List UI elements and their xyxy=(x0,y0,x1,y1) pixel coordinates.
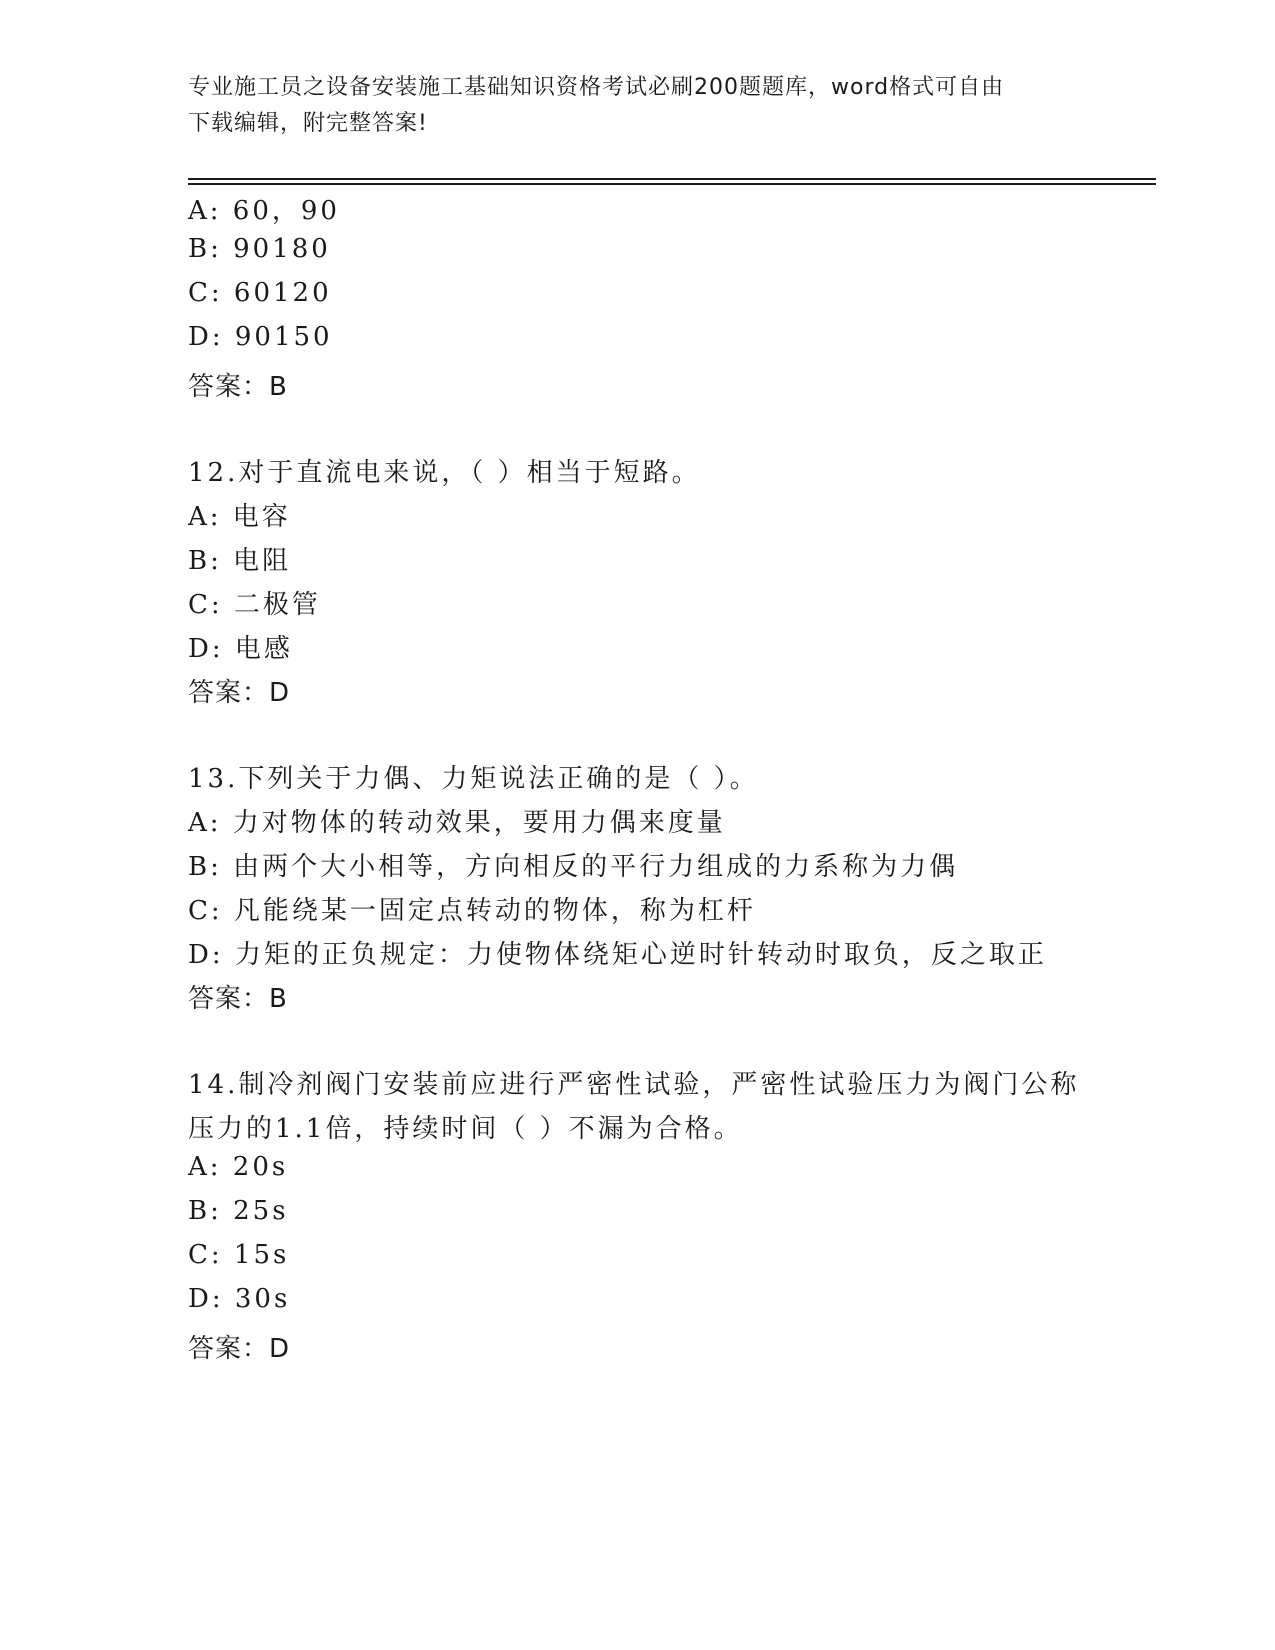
q13-option-a: A: 力对物体的转动效果，要用力偶来度量 xyxy=(188,808,726,838)
q11-option-a: A: 60，90 xyxy=(188,196,340,226)
header-line-2: 下载编辑，附完整答案! xyxy=(188,111,428,136)
q13-stem: 13.下列关于力偶、力矩说法正确的是（ ）。 xyxy=(188,764,759,794)
q14-answer: 答案：D xyxy=(188,1334,291,1364)
q14-option-a: A: 20s xyxy=(188,1152,289,1182)
document-header xyxy=(188,70,1088,142)
q14-stem-line-2: 压力的1.1倍，持续时间（ ）不漏为合格。 xyxy=(188,1114,743,1144)
q11-option-b: B: 90180 xyxy=(188,234,331,264)
header-divider-top xyxy=(188,178,1156,180)
q12-option-d: D: 电感 xyxy=(188,634,293,664)
q14-option-b: B: 25s xyxy=(188,1196,289,1226)
q14-option-d: D: 30s xyxy=(188,1284,291,1314)
q11-option-d: D: 90150 xyxy=(188,322,333,352)
q11-answer: 答案：B xyxy=(188,372,288,402)
q13-option-b: B: 由两个大小相等，方向相反的平行力组成的力系称为力偶 xyxy=(188,852,959,882)
q12-stem: 12.对于直流电来说，（ ）相当于短路。 xyxy=(188,458,701,488)
header-line-1: 专业施工员之设备安装施工基础知识资格考试必刷200题题库，word格式可自由 xyxy=(188,75,1005,100)
q12-option-c: C: 二极管 xyxy=(188,590,321,620)
q14-option-c: C: 15s xyxy=(188,1240,290,1270)
header-divider-bottom xyxy=(188,183,1156,185)
q12-option-a: A: 电容 xyxy=(188,502,291,532)
q14-stem-line-1: 14.制冷剂阀门安装前应进行严密性试验，严密性试验压力为阀门公称 xyxy=(188,1070,1080,1100)
q12-answer: 答案：D xyxy=(188,678,291,708)
q11-option-c: C: 60120 xyxy=(188,278,332,308)
q12-option-b: B: 电阻 xyxy=(188,546,292,576)
q13-option-d: D: 力矩的正负规定：力使物体绕矩心逆时针转动时取负，反之取正 xyxy=(188,940,1047,970)
q13-answer: 答案：B xyxy=(188,984,288,1014)
q13-option-c: C: 凡能绕某一固定点转动的物体，称为杠杆 xyxy=(188,896,756,926)
